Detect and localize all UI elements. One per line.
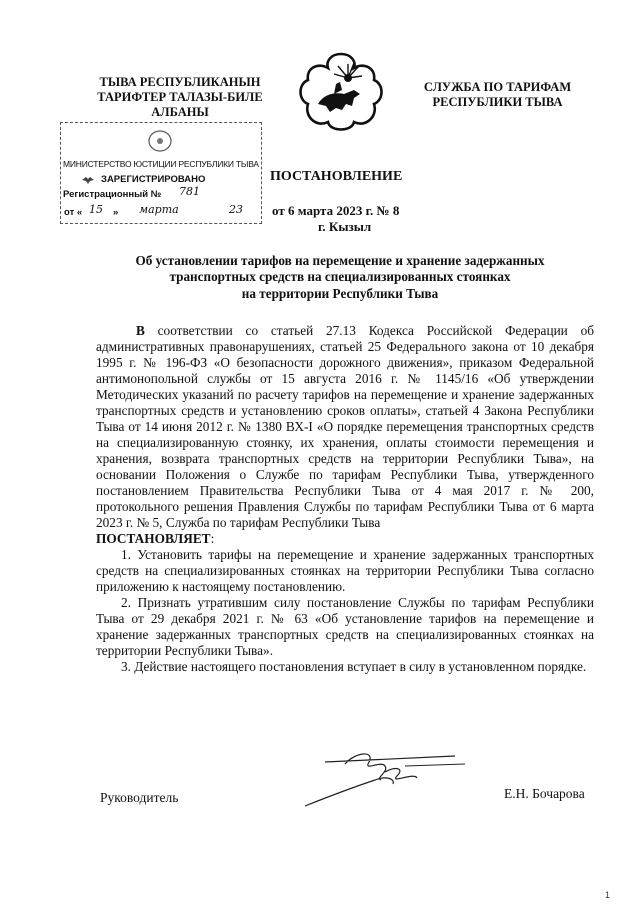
preamble-paragraph [96,323,594,531]
preamble-first-word: В [136,323,145,338]
registration-stamp [60,122,262,224]
decree-colon: : [210,531,215,546]
document-subject [95,253,585,302]
document-title: ПОСТАНОВЛЕНИЕ [270,169,403,184]
decree-line [96,531,594,547]
stamp-emblem-icon [147,129,173,153]
header-right-line2: РЕСПУБЛИКИ ТЫВА [432,95,563,109]
document-date: от 6 марта 2023 г. № 8 [272,203,400,218]
stamp-date-mid: » [113,207,119,218]
preamble-text: соответствии со статьей 27.13 Кодекса Российской Федерации об административных правонарушениях, статьей 25 Федерального закона от 10 декабря 1995 г. № 196-ФЗ «О безопасности дорожного движения», приказом Федеральной антимонопольной службы от 15 августа 2016 г. № 1145/16 «Об утверждении Методических указаний по расчету тарифов на перемещение и хранение задержанных транспортных средств и установлению сроков оплаты», статьей 4 Закона Республики Тыва от 14 июня 2012 г. № 1380 ВХ-I «О порядке перемещения транспортных средств на специализированную стоянку, их хранения, оплаты стоимости перемещения и хранения, возврата транспортных средств на территории Республики Тыва», на основании Положения о Службе по тарифам Республики Тыва, утвержденного постановлением Правительства Республики Тыва от 4 мая 2017 г. № 200, протокольного решения Правления Службы по тарифам Республики Тыва от 6 марта 2023 г. № 5, Служба по тарифам Республики Тыва [96,323,594,530]
document-body [96,323,594,675]
stamp-date-day: 15 [89,203,103,216]
decree-word: ПОСТАНОВЛЯЕТ [96,531,211,546]
item-3: 3. Действие настоящего постановления вступает в силу в установленном порядке. [121,659,587,674]
header-left-title [80,75,280,120]
stamp-date-prefix: от « [64,207,83,218]
signatory-name: Е.Н. Бочарова [504,786,585,801]
handwritten-signature-icon [285,742,475,812]
stamp-registered: ЗАРЕГИСТРИРОВАНО [101,174,206,185]
header-right-title [405,80,590,110]
page-number: 1 [605,890,611,900]
stamp-date-month: марта [139,203,179,216]
document-city: г. Кызыл [318,219,372,234]
signatory-position: Руководитель [100,790,179,805]
header-right-line1: СЛУЖБА ПО ТАРИФАМ [423,80,572,94]
stamp-ministry: МИНИСТЕРСТВО ЮСТИЦИИ РЕСПУБЛИКИ ТЫВА [63,159,259,169]
header-left-line2: ТАРИФТЕР ТАЛАЗЫ-БИЛЕ [97,90,263,104]
item-1: 1. Установить тарифы на перемещение и хранение задержанных транспортных средств на специализированных стоянках на территории Республики Тыва согласно приложению к настоящему постановлению. [96,547,594,594]
stamp-date-year: 23 [229,203,243,216]
subject-line2: транспортных средств на специализированных стоянках [169,269,511,285]
subject-line1: Об установлении тарифов на перемещение и хранение задержанных [135,253,545,268]
header-left-line1: ТЫВА РЕСПУБЛИКАНЫН [99,75,261,89]
subject-line3: на территории Республики Тыва [241,285,439,301]
tuva-emblem-icon [296,48,386,138]
item-2: 2. Признать утратившим силу постановление Службы по тарифам Республики Тыва от 29 декабря 2021 г. № 63 «Об установление тарифов на перемещение и хранение задержанных транспортных средств на специализированных стоянках на территории Республики Тыва». [96,595,594,658]
stamp-eagle-icon [81,175,95,185]
header-left-line3: АЛБАНЫ [151,105,209,119]
stamp-reg-number: 781 [179,185,200,198]
stamp-reg-label: Регистрационный № [63,189,162,200]
